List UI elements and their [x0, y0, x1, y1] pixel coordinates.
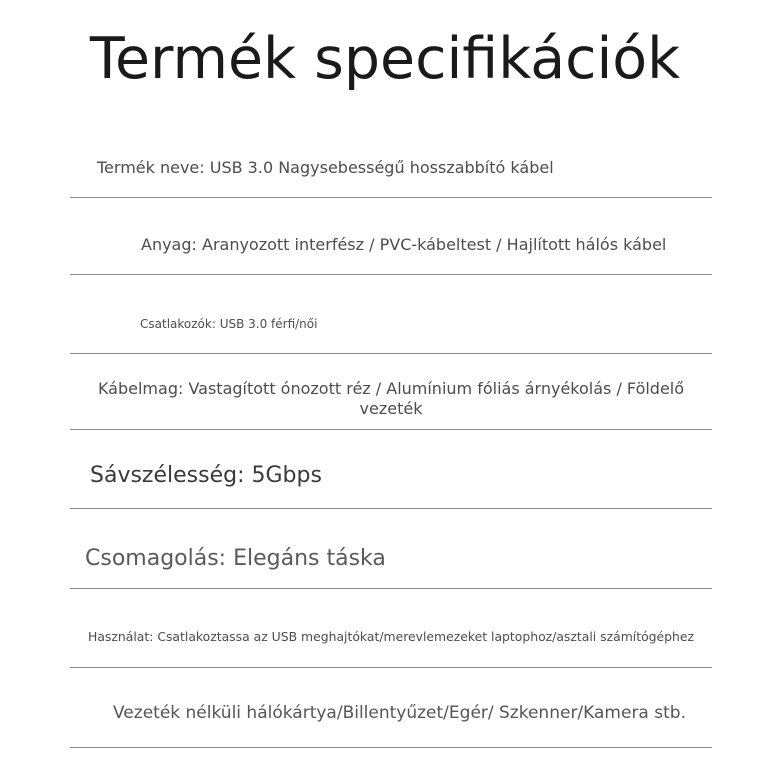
spec-connectors: Csatlakozók: USB 3.0 férfi/női — [140, 317, 318, 331]
divider — [70, 429, 712, 430]
spec-compatible-devices: Vezeték nélküli hálókártya/Billentyűzet/Egér/ Szkenner/Kamera stb. — [113, 703, 686, 723]
divider — [70, 508, 712, 509]
spec-product-name: Termék neve: USB 3.0 Nagysebességű hosszabbító kábel — [97, 158, 554, 177]
spec-material: Anyag: Aranyozott interfész / PVC-kábeltest / Hajlított hálós kábel — [141, 235, 667, 254]
divider — [70, 353, 712, 354]
page-title: Termék specifikációk — [89, 26, 681, 92]
spec-packaging: Csomagolás: Elegáns táska — [85, 546, 386, 571]
divider — [70, 274, 712, 275]
divider — [70, 747, 712, 748]
spec-cable-core: Kábelmag: Vastagított ónozott réz / Alumínium fóliás árnyékolás / Földelő vezeték — [97, 379, 685, 418]
spec-usage: Használat: Csatlakoztassa az USB meghajtókat/merevlemezeket laptophoz/asztali számítógéphez — [88, 629, 694, 644]
spec-bandwidth: Sávszélesség: 5Gbps — [90, 463, 322, 488]
divider — [70, 588, 712, 589]
divider — [70, 667, 712, 668]
divider — [70, 197, 712, 198]
